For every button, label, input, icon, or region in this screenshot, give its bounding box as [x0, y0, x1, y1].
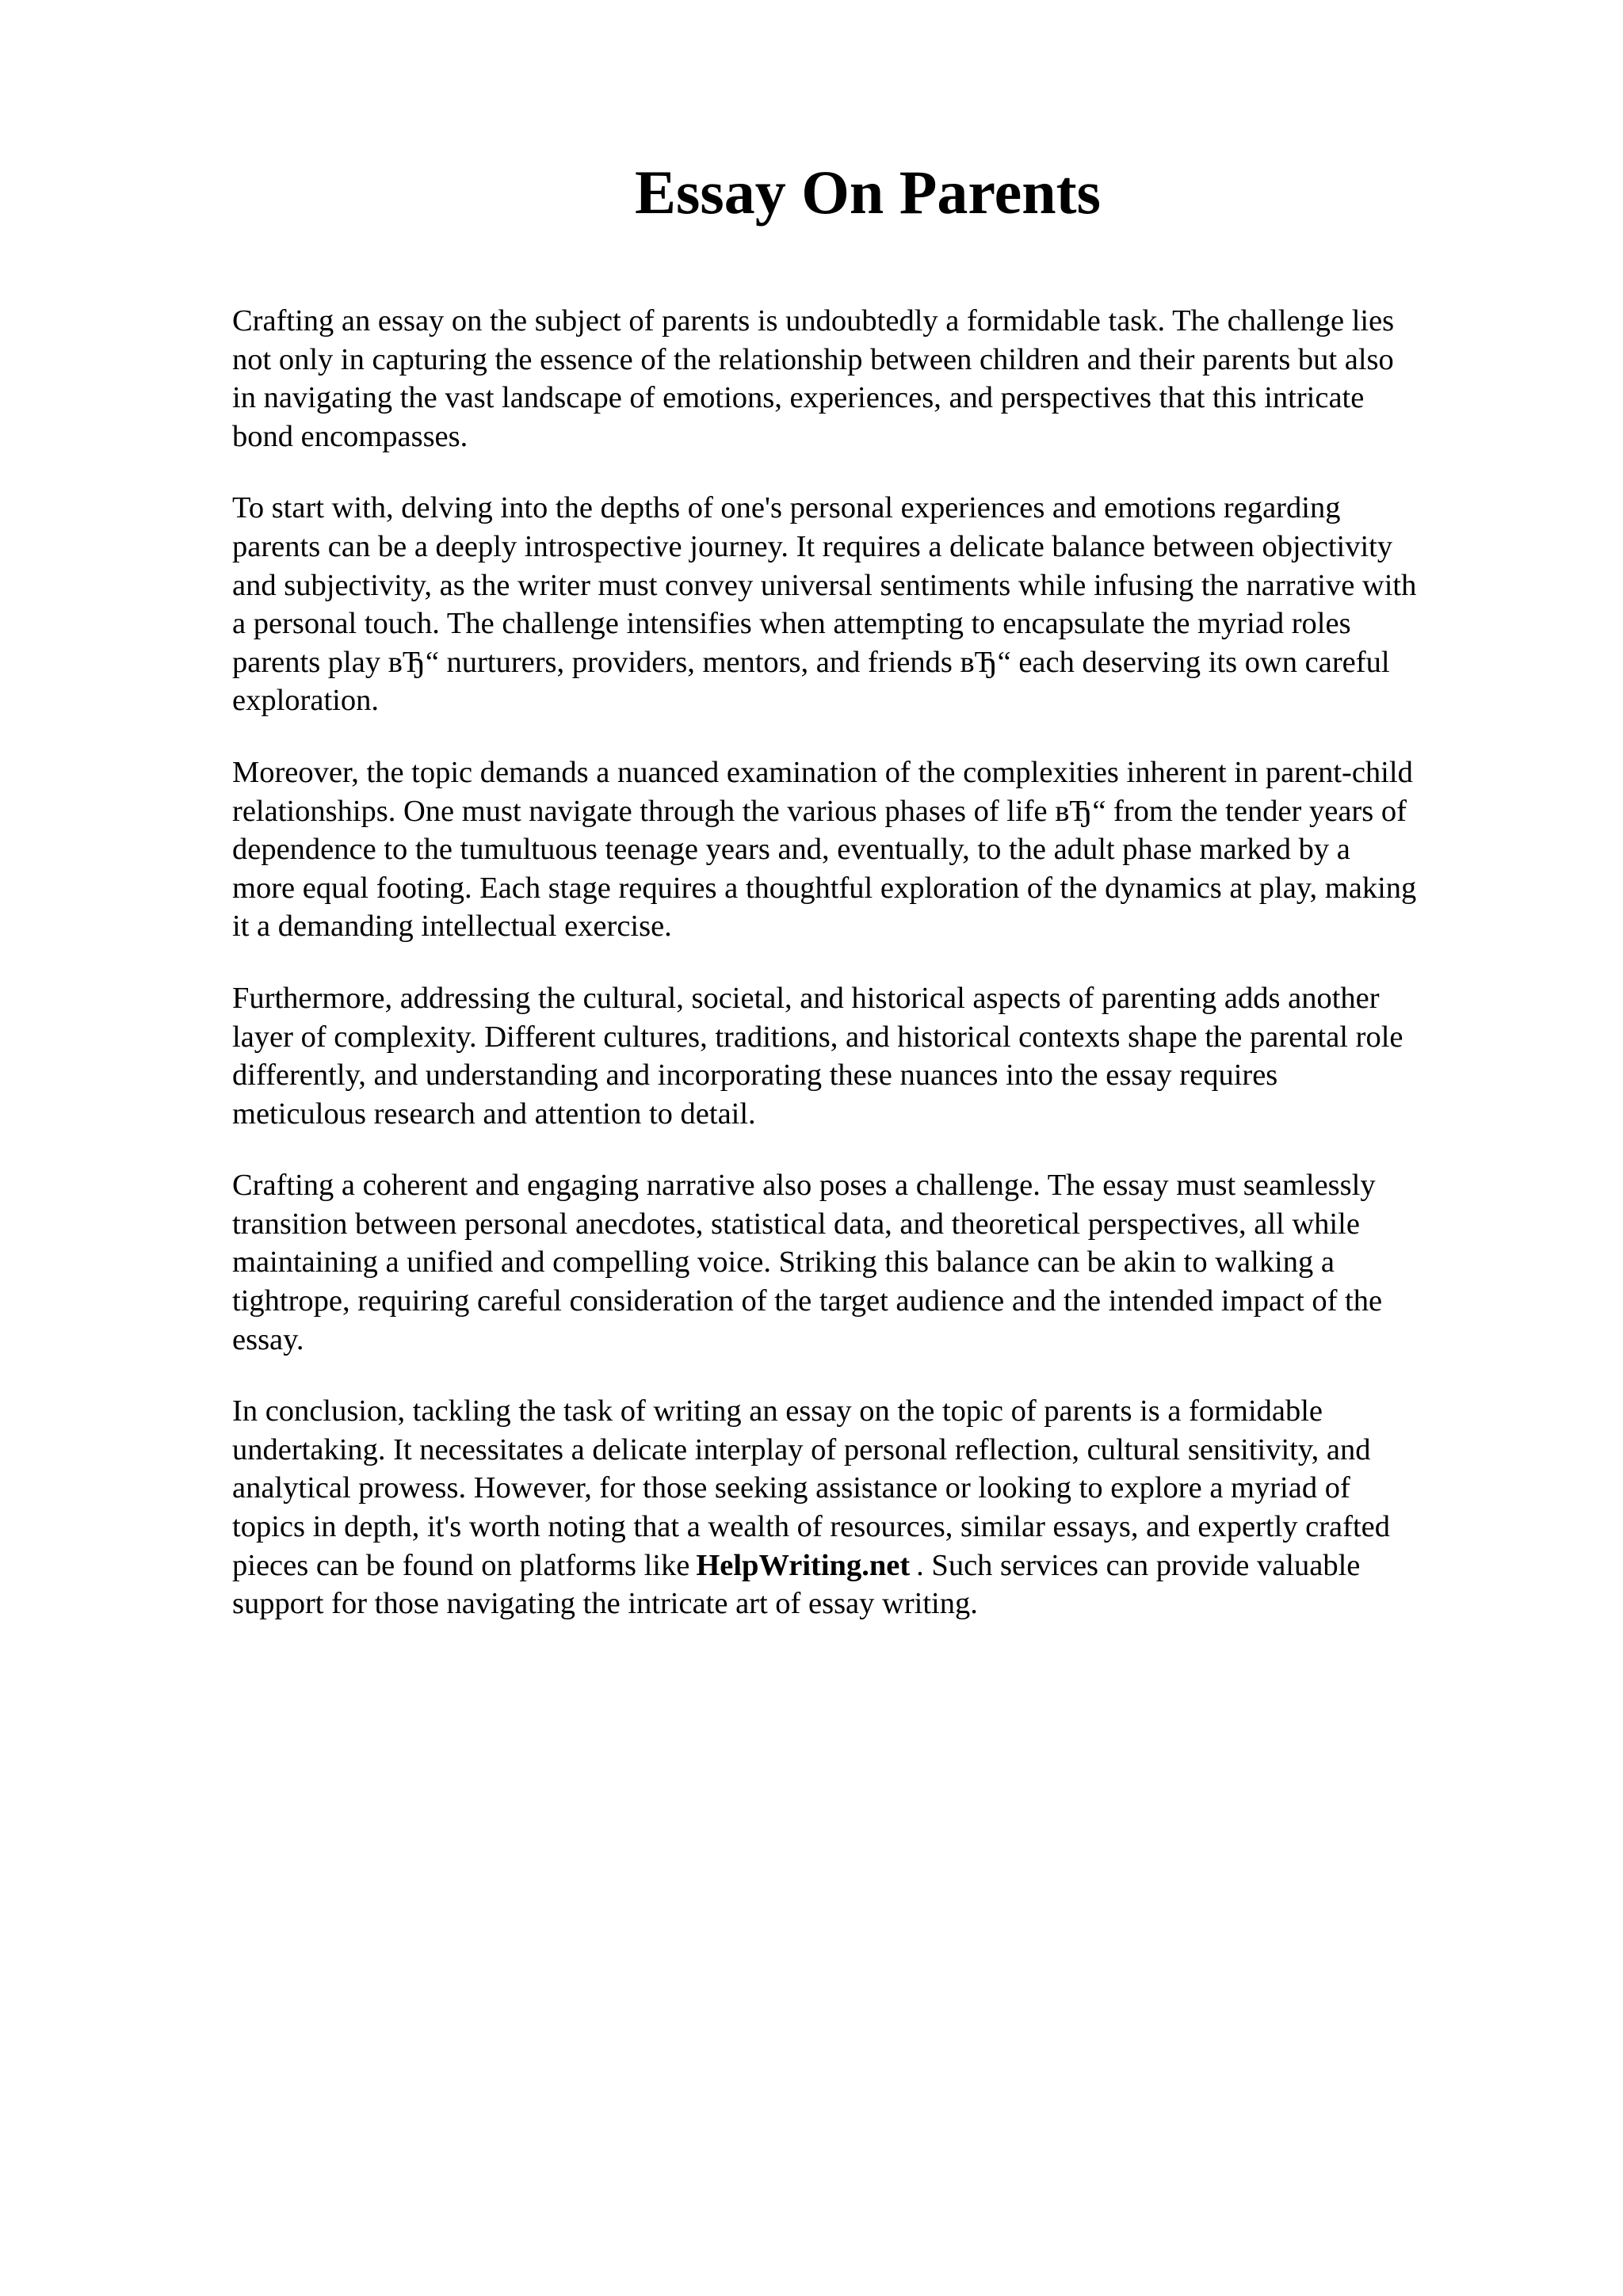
text-line: essay. — [232, 1322, 304, 1356]
paragraph-2 — [232, 489, 1532, 720]
text-line: more equal footing. Each stage requires a thoughtful exploration of the dynamics at play, making — [232, 871, 1417, 905]
text-line: a personal touch. The challenge intensifies when attempting to encapsulate the myriad roles — [232, 607, 1351, 641]
text-line: undertaking. It necessitates a delicate interplay of personal reflection, cultural sensitivity, and — [232, 1432, 1371, 1466]
text-line: Crafting an essay on the subject of parents is undoubtedly a formidable task. The challenge lies — [232, 304, 1395, 338]
text-line: topics in depth, it's worth noting that a wealth of resources, similar essays, and expertly crafted — [232, 1510, 1390, 1544]
text-line: bond encompasses. — [232, 419, 468, 453]
text-line: parents can be a deeply introspective journey. It requires a delicate balance between objectivity — [232, 529, 1393, 563]
text-line: not only in capturing the essence of the relationship between children and their parents but also — [232, 342, 1394, 376]
text-line: Moreover, the topic demands a nuanced examination of the complexities inherent in parent-child — [232, 755, 1413, 789]
paragraph-3 — [232, 753, 1532, 946]
text-line: parents play вЂ“ nurturers, providers, mentors, and friends вЂ“ each deserving its own careful — [232, 645, 1390, 679]
paragraph-conclusion — [232, 1392, 1532, 1623]
text-line: tightrope, requiring careful consideration of the target audience and the intended impact of the — [232, 1284, 1383, 1318]
text-line: analytical prowess. However, for those seeking assistance or looking to explore a myriad of — [232, 1471, 1350, 1505]
paragraph-4 — [232, 979, 1532, 1133]
text-line: Furthermore, addressing the cultural, societal, and historical aspects of parenting adds another — [232, 981, 1380, 1015]
text-line: support for those navigating the intricate art of essay writing. — [232, 1587, 978, 1621]
helpwriting-link[interactable]: HelpWriting.net — [696, 1548, 911, 1582]
text-line: meticulous research and attention to detail. — [232, 1097, 756, 1131]
text-line: relationships. One must navigate through the various phases of life вЂ“ from the tender years of — [232, 794, 1407, 828]
link-line-prefix: pieces can be found on platforms like — [232, 1548, 690, 1582]
text-line: layer of complexity. Different cultures, traditions, and historical contexts shape the parental role — [232, 1020, 1403, 1054]
paragraph-5 — [232, 1166, 1532, 1359]
text-line: transition between personal anecdotes, statistical data, and theoretical perspectives, all while — [232, 1207, 1360, 1241]
text-line: dependence to the tumultuous teenage years and, eventually, to the adult phase marked by a — [232, 833, 1350, 867]
paragraph-1 — [232, 302, 1532, 456]
text-line-with-link — [232, 1547, 1532, 1585]
text-line: and subjectivity, as the writer must convey universal sentiments while infusing the narrative with — [232, 568, 1417, 602]
text-line: In conclusion, tackling the task of writing an essay on the topic of parents is a formidable — [232, 1394, 1323, 1428]
text-line: maintaining a unified and compelling voice. Striking this balance can be akin to walking a — [232, 1245, 1335, 1280]
text-line: exploration. — [232, 684, 379, 718]
text-line: it a demanding intellectual exercise. — [232, 910, 672, 944]
document-body — [232, 302, 1532, 1657]
text-line: in navigating the vast landscape of emotions, experiences, and perspectives that this intricate — [232, 381, 1365, 415]
text-line: differently, and understanding and incorporating these nuances into the essay requires — [232, 1058, 1278, 1093]
document-title: Essay On Parents — [635, 158, 1101, 227]
text-line: Crafting a coherent and engaging narrative also poses a challenge. The essay must seamlessly — [232, 1169, 1376, 1203]
text-line: To start with, delving into the depths of one's personal experiences and emotions regarding — [232, 491, 1341, 525]
link-line-suffix: . Such services can provide valuable — [916, 1548, 1361, 1582]
